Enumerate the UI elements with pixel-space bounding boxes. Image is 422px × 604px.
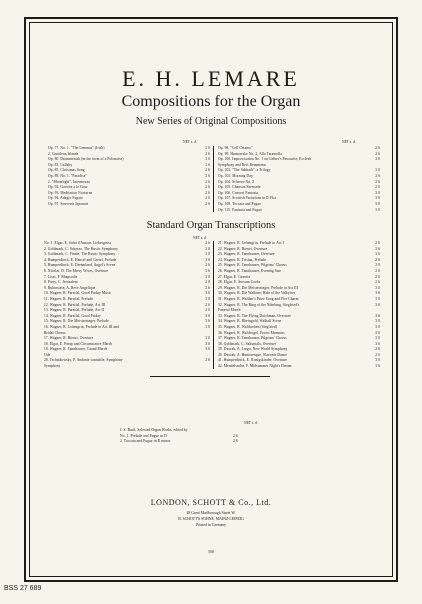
item-title: 3. Goldmark, C. Finale, The Rustic Symphony [44,252,116,257]
item-title: 17. Wagner, R. Rienzi, Overture [44,336,94,341]
list-item [120,439,310,445]
publisher-name: LONDON, SCHOTT & Co., Ltd. [150,498,272,507]
price-header-left: NET s. d. [183,140,197,144]
item-price: 2 6 [205,285,210,290]
item-price: 2 6 [205,179,210,184]
item-title: Op. 77. No. 1. "The Lemmas" (Irish) [48,146,105,150]
item-title: 8. Parry, C. Jerusalem [44,280,78,285]
series-subtitle: New Series of Original Compositions [135,116,287,127]
list-item [48,202,210,208]
item-price: 3 6 [375,291,380,296]
item-title: 36. Wagner, R. Waldvogel, Forest Murmurs [218,330,285,335]
item-title: Op. 97. Souvenir Japonais [48,201,89,206]
item-title: 30. Wagner, R. Die Walkure, Ride of the Valkyries [218,291,296,296]
column-separator-2 [213,241,214,369]
item-title: Op. 100. Improvisation No. 1 on Gelber's Favourite, Ecclesh [218,157,312,162]
item-title: 34. Wagner, R. Rheingold, Walhall Scene [218,319,282,324]
item-title: 18. Elgar, E. Pomp and Circumstance March [44,341,113,346]
item-title: 19. Wagner, R. Tannhauser, Grand March [44,347,108,352]
item-price: 2 6 [375,241,380,245]
item-title: Symphony and Reis Beaumann [218,162,266,167]
item-title: Op. 89. No. 1. "Paradise" [48,173,87,178]
item-price: 3 0 [205,347,210,352]
item-title: 32. Wagner, R. The Ring of the Nibelung, Siegfried's [218,302,300,307]
column-separator [213,146,214,212]
original-list-left [48,146,210,208]
bach-works-list [120,428,310,445]
item-title: Op. 106. Concert Fantasia [218,190,259,195]
publisher-address: 48 Great Marlborough Street W. [186,511,236,515]
item-price: 3 0 [205,324,210,329]
item-price: 2 6 [205,151,210,156]
item-price: 3 6 [205,268,210,273]
item-price: 2 6 [375,179,380,184]
item-price: 3 0 [205,157,210,162]
item-price: 3 0 [375,330,380,335]
item-price: 3 0 [375,157,380,162]
item-title: 29. Wagner, R. Die Meistersinger, Prelude to Act III [218,285,299,290]
item-title: 2. "Moonlight", Intermezzo [48,179,91,184]
item-title: 4. Humperdinck, E. Hansel and Gretel, Prelude [44,257,117,262]
item-price: 3 0 [205,246,210,251]
original-list-right [218,146,380,213]
item-price: 2 6 [205,302,210,307]
item-price: 2 6 [375,173,380,178]
item-title: 7. Liszt, F. Rhapsodie [44,274,78,279]
item-title: 35. Wagner, R. Waldweben (Siegfried) [218,324,278,329]
collection-title: Compositions for the Organ [121,93,301,110]
item-price: 2 6 [375,146,380,150]
item-price: 2 6 [205,162,210,167]
transcriptions-title: Standard Organ Transcriptions [146,220,276,231]
item-title: 2. Toccata and Fugue in D minor [120,439,171,444]
item-title: 13. Wagner, R. Parsifal, Prelude, Act II [44,308,105,313]
item-title: Op. 85. Christmas Song [48,168,85,173]
item-price: 2 6 [205,308,210,313]
item-price: 2 6 [205,190,210,195]
item-title: Op. 105. Chanson Serenade [218,185,261,190]
item-price: 2 6 [205,173,210,178]
item-title: 42. Mendelssohn, F. Midsummer Night's Dream [218,364,292,369]
item-price: 3 0 [205,274,210,279]
printed-in: Printed in Germany [196,523,226,527]
item-price: 3 6 [375,246,380,251]
item-title: Op. 102. "The Sabbath", a Trilogy [218,168,271,173]
item-price: 3 0 [375,196,380,201]
transcriptions-list-left [44,241,210,370]
item-price: 3 0 [205,146,210,150]
item-price: 2 6 [375,347,380,352]
item-title: Op. 115. Fantasia and Fugue [218,207,262,212]
item-price: 2 6 [375,268,380,273]
item-price: 3 6 [375,252,380,257]
item-title: Op. 98. "Cell Cetamo" [218,146,253,150]
item-title: 38. Goldmark, C. Sakuntala, Overture [218,341,277,346]
item-price: 2 0 [375,274,380,279]
item-title: 5. Humperdinck, E. Dreamland, Angel's Scene [44,263,116,268]
item-price: 2 6 [205,358,210,363]
item-title: Op. 94. Adagio Fugato [48,196,83,201]
item-price: 3 0 [205,252,210,257]
item-title: Bridal Chorus [44,330,66,335]
item-price: 3 6 [205,319,210,324]
item-price: 3 0 [375,168,380,173]
composer-name: E. H. LEMARE [122,66,300,91]
item-price: 2 6 [233,433,238,438]
item-price: 2 6 [205,185,210,190]
item-price: 3 0 [205,313,210,318]
item-price: 2 6 [375,185,380,190]
item-title: 26. Wagner, R. Tannhauser, Evening Star [218,268,281,273]
item-title: 39. Dvorak, A. Largo, New World Symphony [218,347,288,352]
transcriptions-list-right [218,241,380,370]
item-price: 2 6 [205,168,210,173]
item-title: 24. Wagner, R. Tristan, Prelude [218,257,267,262]
item-title: No. 1. Elgar, E. Salut d'Amour. Liebesgruss [44,241,112,245]
item-price: 3 0 [375,207,380,212]
item-title: 12. Wagner, R. Parsifal, Prelude, Act III [44,302,106,307]
list-item [218,364,380,370]
list-item [44,364,210,370]
item-price: 2 6 [205,241,210,245]
item-price: 2 0 [205,280,210,285]
item-title: 6. Nicolai, O. The Merry Wives, Overture [44,268,109,273]
item-price: 3 0 [375,190,380,195]
item-title: 40. Dvorak, A. Humoresque, Slavonic Dance [218,352,288,357]
item-title: 27. Elgar, E. Gavotte [218,274,251,279]
item-title: 10. Wagner, R. Parsifal, Good Friday Music [44,291,112,296]
item-price: 3 0 [375,319,380,324]
list-item [218,208,380,214]
item-price: 3 6 [375,313,380,318]
item-price: 3 6 [375,364,380,369]
item-price: 3 0 [375,336,380,341]
item-title: 41. Humperdinck, E. Konigskinder, Overture [218,358,288,363]
item-title: 21. Wagner, R. Lohengrin, Prelude to Act I [218,241,284,245]
item-price: 3 0 [205,341,210,346]
item-title: 22. Wagner, R. Rienzi, Overture [218,246,268,251]
item-price: 3 6 [375,341,380,346]
item-title: 9. Rubinstein, A. Reve Angelique [44,285,96,290]
item-price: 2 6 [375,280,380,285]
item-price: 3 0 [375,296,380,301]
item-title: Op. 92. Gavotte a la Cour [48,185,88,190]
plate-number: 500 [208,550,214,554]
item-title: 33. Wagner, R. The Flying Dutchman, Overture [218,313,291,318]
item-price: 3 0 [375,358,380,363]
item-price: 3 0 [205,296,210,301]
item-title: 37. Wagner, R. Tannhauser, Pilgrims' Chorus [218,336,287,341]
item-title: 15. Wagner, R. Die Meistersinger, Prelude [44,319,109,324]
price-header-trans-left: NET s. d. [193,236,207,240]
item-price: 2 6 [375,151,380,156]
item-price: 2 6 [233,439,238,444]
item-title: Op. 107. Scottish Variations in D Flat [218,196,276,201]
publisher-line2: B. SCHOTT'S SOHNE, MAINZ-LEIPZIG [178,517,244,521]
item-title: 25. Wagner, R. Tannhauser, Pilgrims' Chorus [218,263,287,268]
item-price: 3 0 [375,324,380,329]
item-price: 3 0 [205,291,210,296]
item-title: 11. Wagner, R. Parsifal, Prelude [44,296,94,301]
item-title: Symphony [44,364,61,369]
item-title: Op. 103. Morning Day [218,173,253,178]
item-price: 3 0 [375,201,380,206]
item-title: 20. Tschaikowsky, P. Andante cantabile, Symphony [44,358,123,363]
item-title: No. 1. Prelude and Fugue in D [120,433,167,438]
item-title: 31. Wagner, R. Walther's Prize Song and Fire Charm [218,296,299,301]
item-title: Op. 80. Drommenish (in the form of a Polonaise) [48,157,124,162]
item-title: 28. Elgar, E. Sursum Corda [218,280,261,285]
item-title: Op. 99. Humoreske No. 2, Alla Tarantella [218,151,282,156]
item-title: J. S. Bach, Selected Organ Works, edited by [120,428,188,432]
item-title: 16. Wagner, R. Lohengrin, Prelude to Act III and [44,324,119,329]
item-price: 2 6 [375,352,380,357]
item-price: 2 6 [205,201,210,206]
item-price: 3 0 [205,257,210,262]
item-price: 2 6 [205,263,210,268]
item-price: 3 0 [205,336,210,341]
price-header-bach: NET s. d. [244,421,258,425]
item-title: Op. 108. Toccata and Fugue [218,201,262,206]
item-title: Ode [44,352,51,357]
item-price: 3 0 [375,302,380,307]
item-title: Funeral March [218,308,241,313]
item-title: 2. Cantilena Irlande [48,151,79,156]
item-title: 23. Wagner, R. Tannhauser, Overture [218,252,275,257]
item-title: 2. Goldmark, C. Scherzo, The Rustic Symphony [44,246,119,251]
item-title: Op. 104. Scherzo No. 2 [218,179,255,184]
catalog-number: BSS 27 689 [4,585,42,592]
item-price: 2 0 [375,263,380,268]
item-title: 14. Wagner, R. Parsifal, Good Friday [44,313,101,318]
item-price: 3 0 [375,285,380,290]
item-price: 2 6 [205,196,210,201]
item-title: Op. 93. Meditation Nocturne [48,190,93,195]
divider-line [150,376,270,377]
item-title: Op. 83. Lullaby [48,162,73,167]
price-header-right: NET s. d. [342,140,356,144]
item-price: 2 6 [375,257,380,262]
